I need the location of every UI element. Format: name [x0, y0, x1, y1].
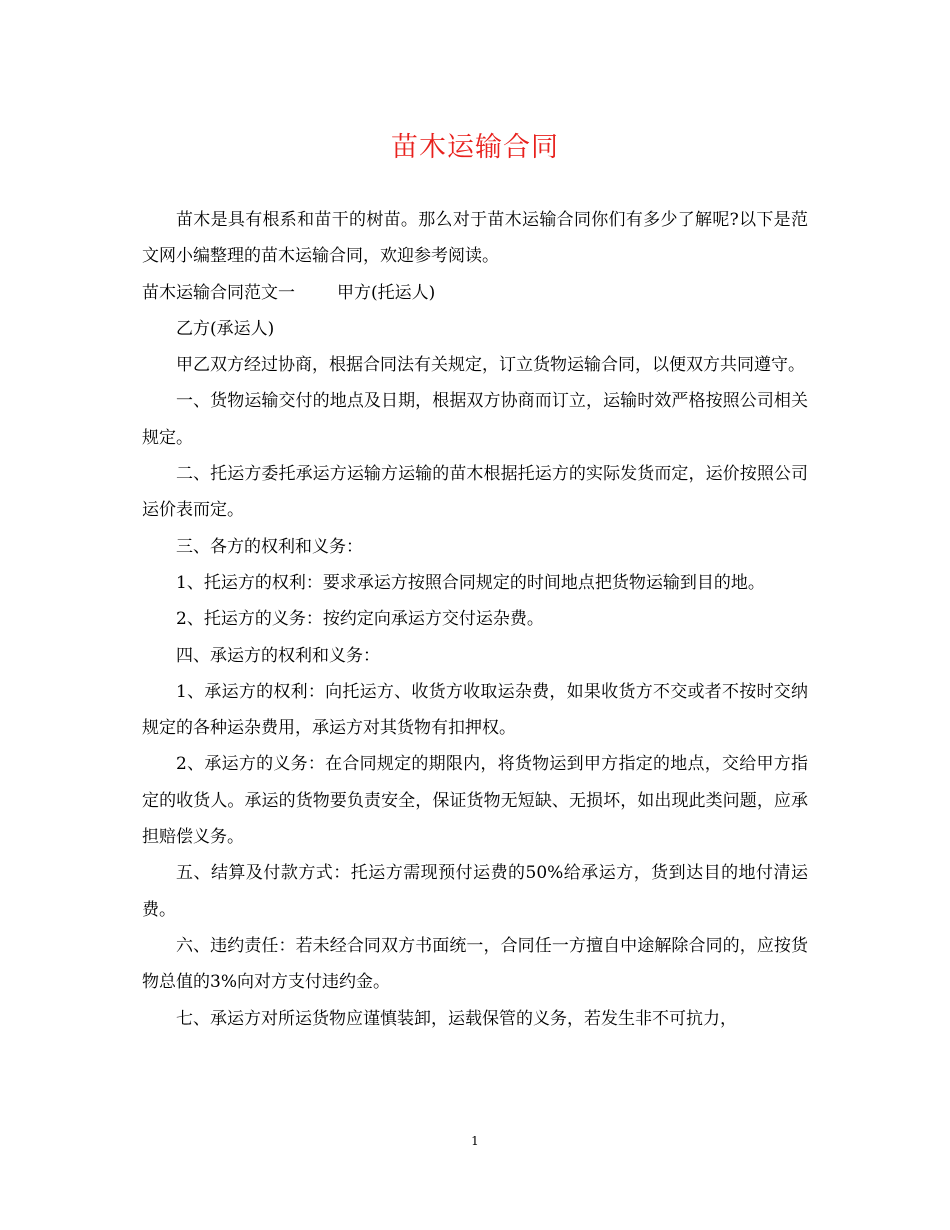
clause-paragraph: 七、承运方对所运货物应谨慎装卸，运载保管的义务，若发生非不可抗力， [176, 1008, 737, 1029]
party-b: 乙方(承运人) [176, 318, 275, 339]
clause-paragraph: 二、托运方委托承运方运输方运输的苗木根据托运方的实际发货而定，运价按照公司运价表而定。 [142, 464, 808, 521]
clause-paragraph: 甲乙双方经过协商，根据合同法有关规定，订立货物运输合同，以便双方共同遵守。 [176, 355, 805, 376]
sample-heading-line [142, 275, 808, 311]
document-title: 苗木运输合同 [391, 132, 559, 163]
clause-paragraph: 2、托运方的义务：按约定向承运方交付运杂费。 [176, 609, 544, 630]
clause-paragraph: 2、承运方的义务：在合同规定的期限内，将货物运到甲方指定的地点，交给甲方指定的收货人。承运的货物要负责安全，保证货物无短缺、无损坏，如出现此类问题，应承担赔偿义务。 [142, 754, 808, 848]
party-a: 甲方(托运人) [337, 282, 436, 303]
document-body [142, 202, 808, 1037]
page-number: 1 [471, 1134, 479, 1148]
clause-paragraph: 1、承运方的权利：向托运方、收货方收取运杂费，如果收货方不交或者不按时交纳规定的各种运杂费用，承运方对其货物有扣押权。 [142, 681, 808, 739]
clause-heading: 四、承运方的权利和义务： [176, 645, 380, 666]
clause-paragraph: 1、托运方的权利：要求承运方按照合同规定的时间地点把货物运输到目的地。 [176, 572, 765, 593]
clause-paragraph: 六、违约责任：若未经合同双方书面统一，合同任一方擅自中途解除合同的，应按货物总值的3%向对方支付违约金。 [142, 935, 808, 993]
clause-heading: 三、各方的权利和义务： [176, 536, 363, 557]
clause-paragraph: 一、货物运输交付的地点及日期，根据双方协商而订立，运输时效严格按照公司相关规定。 [142, 391, 808, 448]
intro-paragraph: 苗木是具有根系和苗干的树苗。那么对于苗木运输合同你们有多少了解呢?以下是范文网小编整理的苗木运输合同，欢迎参考阅读。 [142, 210, 808, 267]
sample-heading: 苗木运输合同范文一 [142, 282, 295, 303]
clause-paragraph: 五、结算及付款方式：托运方需现预付运费的50%给承运方，货到达目的地付清运费。 [142, 863, 808, 920]
